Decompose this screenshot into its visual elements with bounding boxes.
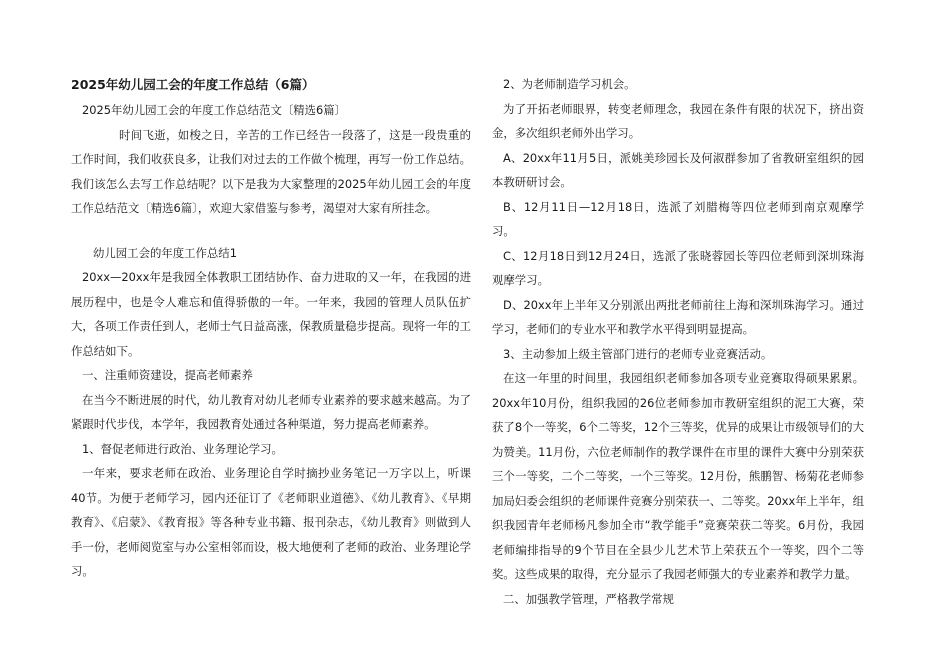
- body-paragraph: 20xx—20xx年是我园全体教职工团结协作、奋力进取的又一年，在我园的进展历程中，也是令人难忘和值得骄傲的一年。一年来，我园的管理人员队伍扩大，各项工作责任到人，老师士气日益高涨，保教质量稳步提高。现将一年的工作总结如下。: [71, 270, 471, 358]
- body-subheading: 2、为老师制造学习机会。: [503, 77, 636, 91]
- body-paragraph: A、20xx年11月5日，派姚美珍园长及何淑群参加了省教研室组织的园本教研研讨会。: [492, 150, 864, 189]
- right-column: [492, 72, 864, 611]
- body-paragraph: D、20xx年上半年又分别派出两批老师前往上海和深圳珠海学习。通过学习，老师们的专业水平和教学水平得到明显提高。: [492, 297, 864, 336]
- body-subheading: 1、督促老师进行政治、业务理论学习。: [82, 441, 283, 456]
- body-paragraph: 在当今不断进展的时代，幼儿教育对幼儿老师专业素养的要求越来越高。为了紧跟时代步伐，本学年，我园教育处通过各种渠道，努力提高老师素养。: [71, 392, 471, 431]
- body-paragraph: 为了开拓老师眼界，转变老师理念，我园在条件有限的状况下，挤出资金，多次组织老师外出学习。: [492, 101, 864, 140]
- document-subtitle: 2025年幼儿园工会的年度工作总结范文〔精选6篇〕: [82, 103, 347, 117]
- intro-paragraph: 时间飞逝，如梭之日，辛苦的工作已经告一段落了，这是一段贵重的工作时间，我们收获良多，让我们对过去的工作做个梳理，再写一份工作总结。我们该怎么去写工作总结呢？以下是我为大家整理的2025年幼儿园工会的年度工作总结范文〔精选6篇〕，欢迎大家借鉴与参考，渴望对大家有所挂念。: [71, 127, 471, 215]
- document-title: 2025年幼儿园工会的年度工作总结（6篇）: [71, 77, 315, 92]
- body-paragraph: C、12月18日到12月24日，选派了张晓蓉园长等四位老师到深圳珠海观摩学习。: [492, 248, 864, 287]
- paragraph-gap: [71, 221, 471, 241]
- body-paragraph: 在这一年里的时间里，我园组织老师参加各项专业竞赛取得硕果累累。20xx年10月份，组织我园的26位老师参加市教研室组织的泥工大赛，荣获了8个一等奖，6个二等奖，12个三等奖，优异的成果让市级领导们的大为赞美。11月份，六位老师制作的教学课件在市里的课件大赛中分别荣获三个一等奖，二个二等奖，一个三等奖。12月份，熊鹏智、杨菊花老师参加局妇委会组织的老师课件竞赛分别荣获一、二等奖。20xx年上半年，组织我园青年老师杨凡参加全市“教学能手”竞赛荣获二等奖。6月份，我园老师编排指导的9个节目在全县少儿艺术节上荣获五个一等奖，四个二等奖。这些成果的取得，充分显示了我园老师强大的专业素养和教学力量。: [492, 371, 864, 581]
- left-column: [71, 72, 471, 584]
- body-heading: 二、加强教学管理，严格教学常规: [503, 591, 674, 606]
- body-paragraph: 一年来，要求老师在政治、业务理论自学时摘抄业务笔记一万字以上，听课40节。为便于老师学习，园内还征订了《老师职业道德》、《幼儿教育》、《早期教育》、《启蒙》、《教育报》等各种专业书籍、报刊杂志，《幼儿教育》则做到人手一份，老师阅览室与办公室相邻而设，极大地便利了老师的政治、业务理论学习。: [71, 466, 471, 578]
- body-heading: 一、注重师资建设，提高老师素养: [82, 368, 253, 382]
- body-paragraph: B、12月11日—12月18日，选派了刘腊梅等四位老师到南京观摩学习。: [492, 199, 864, 238]
- section-heading: 幼儿园工会的年度工作总结1: [93, 245, 237, 260]
- body-subheading: 3、主动参加上级主管部门进行的老师专业竞赛活动。: [503, 346, 773, 361]
